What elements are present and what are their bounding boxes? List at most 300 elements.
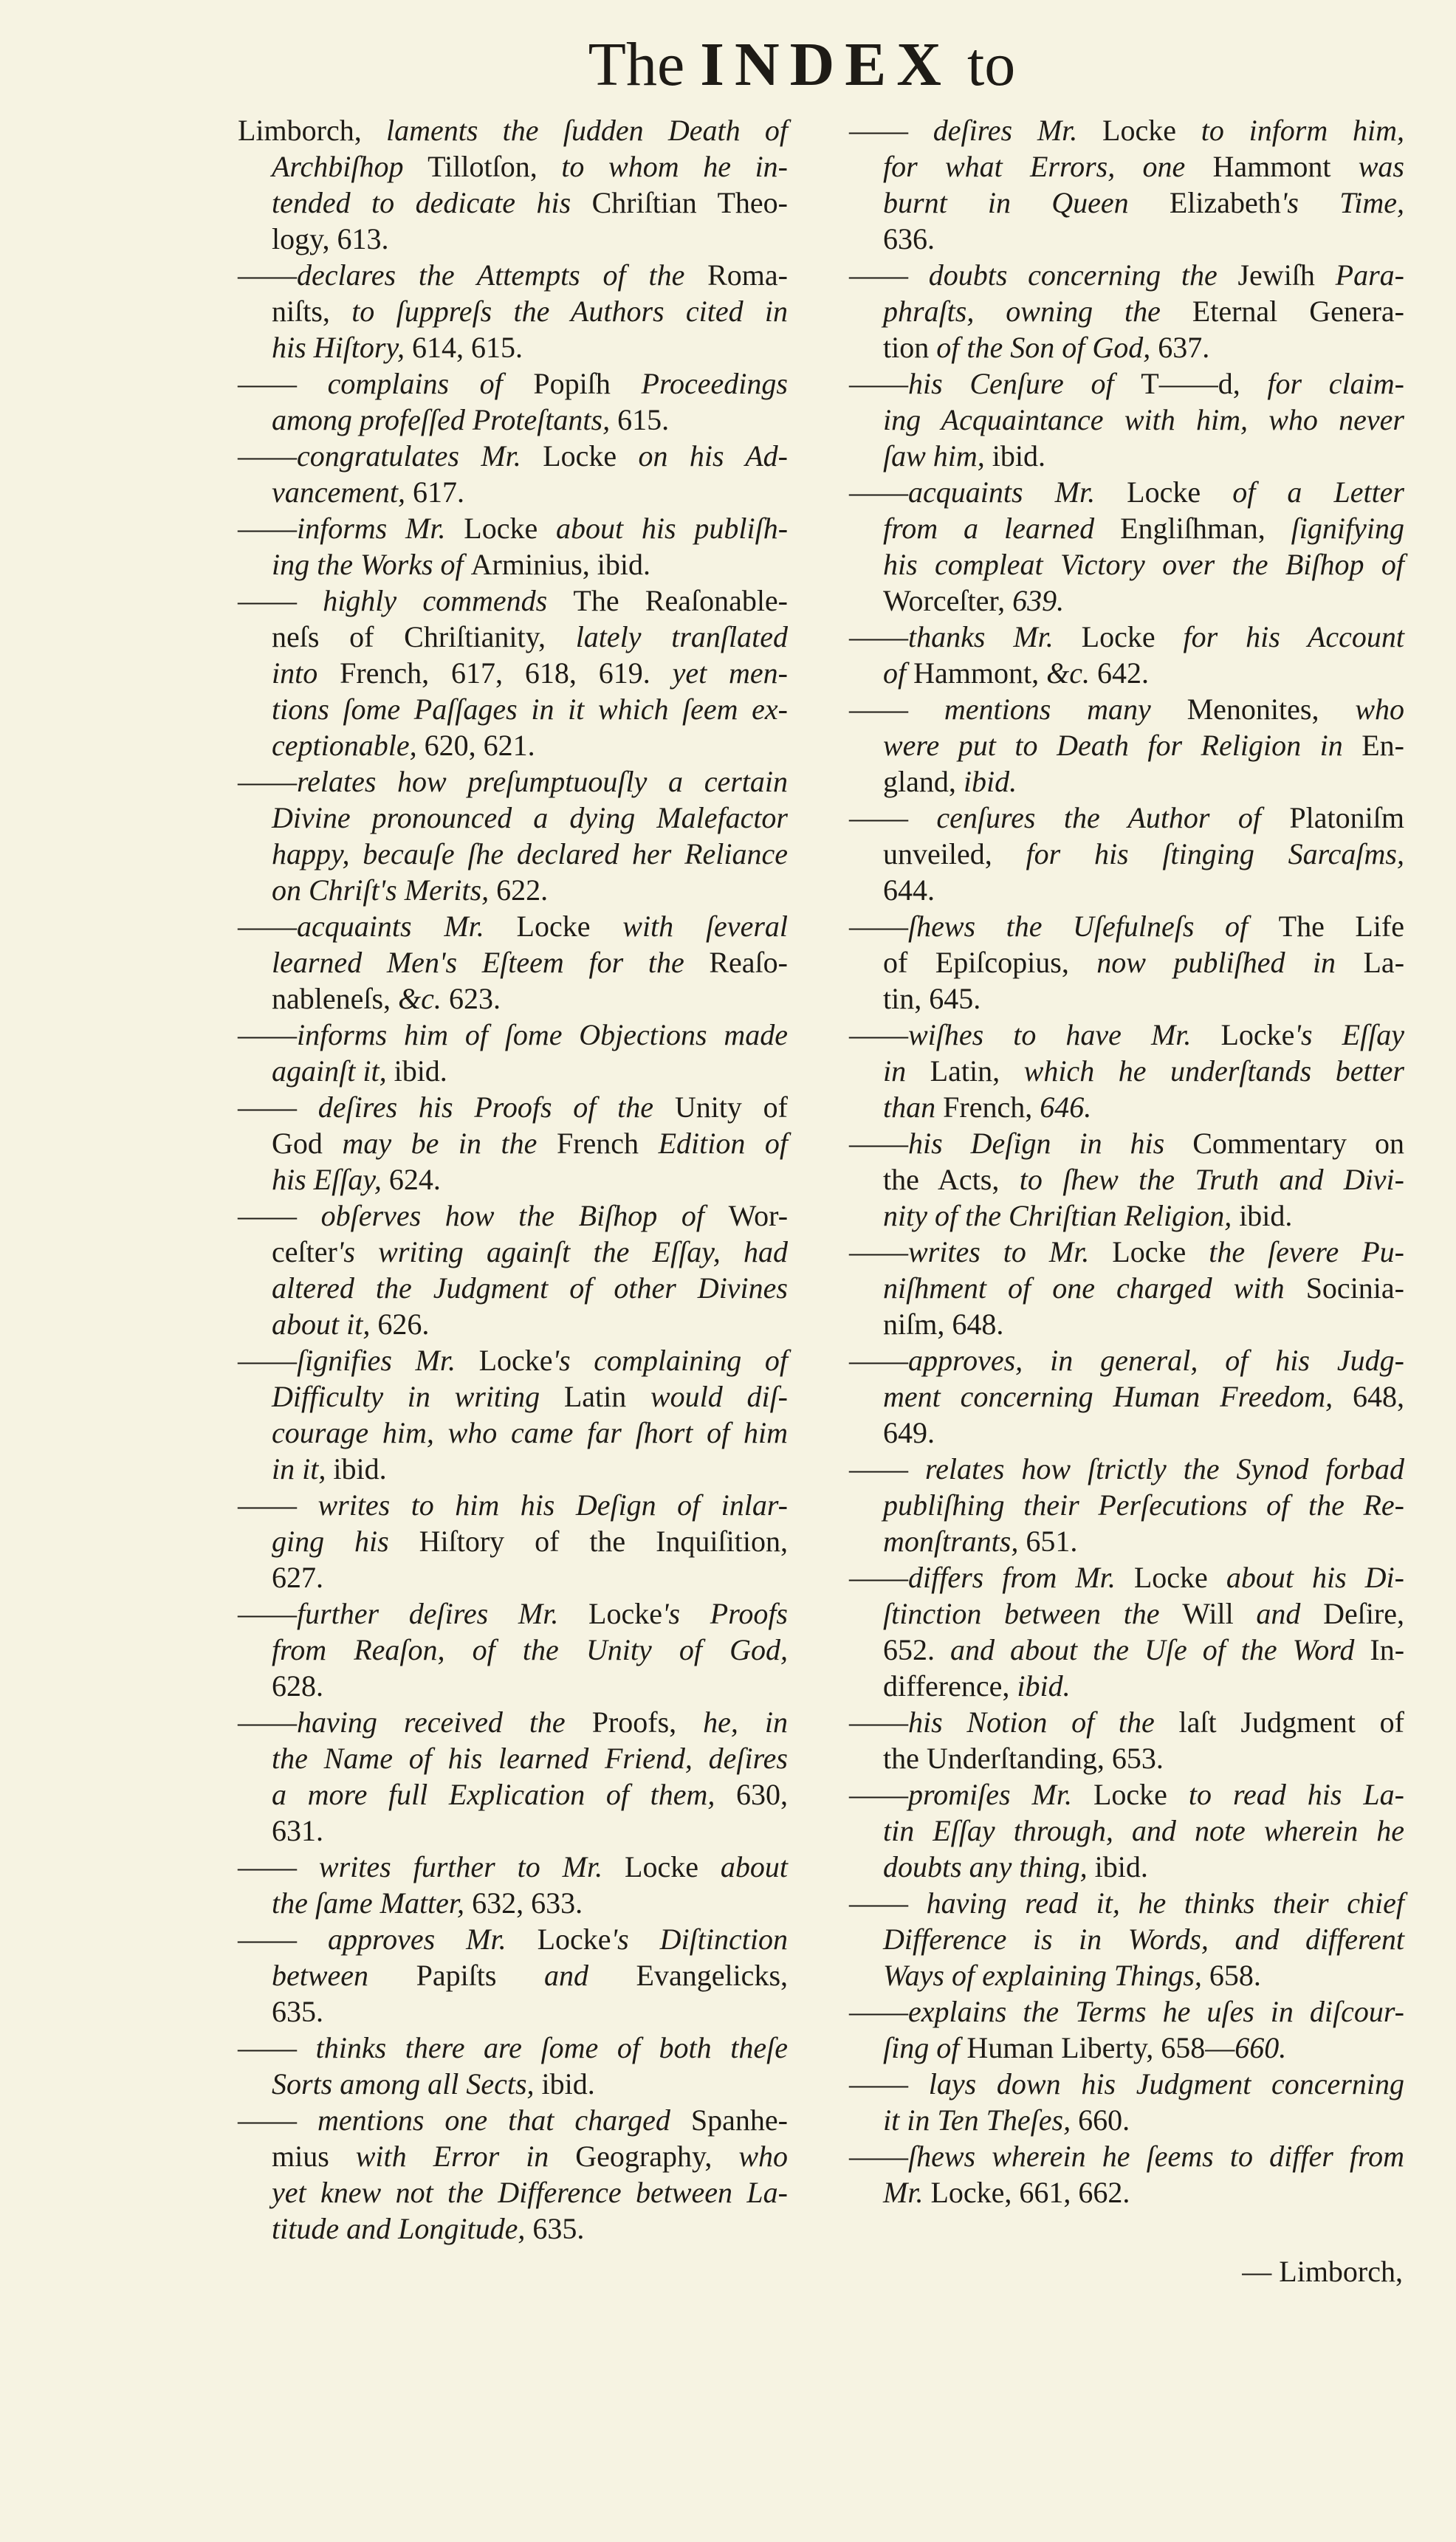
roman-text: 617. [413, 475, 465, 509]
italic-text: his Deſign in his [908, 1127, 1193, 1160]
index-line [849, 1849, 1404, 1885]
roman-text: The Reaſonable- [573, 584, 789, 617]
italic-text: may be in the [342, 1127, 557, 1160]
italic-text: ging his [272, 1525, 419, 1558]
index-line [238, 1813, 788, 1849]
roman-text: 631. [272, 1814, 323, 1847]
italic-text: on his Ad- [638, 439, 788, 473]
roman-text: Limborch, [238, 114, 386, 147]
index-line [238, 980, 788, 1017]
index-line [238, 148, 788, 185]
italic-text: deſires Mr. [933, 114, 1103, 147]
roman-text: Spanhe- [690, 2103, 788, 2137]
italic-text: doubts concerning the [928, 258, 1238, 292]
roman-text: —— [849, 1235, 908, 1268]
index-line [849, 1993, 1404, 2030]
italic-text: tions ſome Paſſages in it which ſeem ex- [272, 693, 788, 726]
index-line [849, 2030, 1404, 2066]
index-line [238, 1306, 788, 1342]
roman-text: Locke [464, 512, 556, 545]
roman-text: —— [849, 1127, 908, 1160]
italic-text: learned Men's Eſteem for the [272, 946, 710, 979]
index-line [238, 1595, 788, 1632]
italic-text: deſires his Proofs of the [317, 1090, 675, 1124]
roman-text: —— [849, 1778, 908, 1811]
roman-text: —— [849, 1995, 908, 2028]
italic-text: differs from Mr. [908, 1561, 1134, 1594]
roman-text: Engliſhman, [1120, 512, 1291, 545]
roman-text: the Underſtanding, 653. [883, 1742, 1164, 1775]
roman-text: —— [849, 801, 937, 834]
italic-text: and [544, 1959, 636, 1992]
italic-text: yet knew not the Difference between La- [272, 2176, 788, 2209]
index-line [849, 438, 1404, 474]
index-line [849, 1415, 1404, 1451]
index-line [849, 546, 1404, 583]
roman-text: Popiſh [533, 367, 642, 400]
roman-text: —— [849, 2140, 908, 2173]
italic-text: ſtinction between the [883, 1597, 1183, 1630]
roman-text: 622. [496, 873, 549, 907]
italic-text: Mr. [883, 2176, 931, 2209]
italic-text: ibid. [1017, 1669, 1071, 1703]
italic-text: approves, in general, of his Judg- [908, 1344, 1404, 1377]
italic-text: acquaints Mr. [297, 910, 517, 943]
italic-text: about it, [272, 1308, 378, 1341]
roman-text: Hammont [1212, 150, 1359, 183]
index-line [849, 1125, 1404, 1161]
italic-text: of a Letter [1232, 475, 1404, 509]
index-line [238, 1378, 788, 1415]
index-line [238, 1523, 788, 1559]
italic-text: tin Eſſay through, and note wherein he [883, 1814, 1404, 1847]
italic-text: Difference is in Words, and different [883, 1923, 1404, 1956]
italic-text: his Eſſay, [272, 1163, 389, 1196]
italic-text: laments the ſudden Death of [385, 114, 788, 147]
roman-text: logy, 613. [272, 222, 389, 255]
italic-text: doubts any thing, [883, 1850, 1095, 1883]
roman-text: French, 617, 618, 619. [340, 656, 673, 690]
index-line [238, 727, 788, 763]
index-line [238, 1270, 788, 1306]
index-line [238, 1559, 788, 1595]
italic-text: Sorts among all Sects, [272, 2067, 542, 2100]
roman-text: 628. [272, 1669, 323, 1703]
roman-text: the Acts, [883, 1163, 1020, 1196]
roman-text: Tillotſon, [427, 150, 562, 183]
italic-text: titude and Longitude, [272, 2212, 533, 2245]
italic-text: declares the Attempts of the [297, 258, 708, 292]
italic-text: lately tranſlated [575, 620, 789, 653]
roman-text: —— [849, 367, 908, 400]
index-line [849, 1740, 1404, 1776]
roman-text: Hammont, [913, 656, 1047, 690]
roman-text: ibid. [333, 1452, 387, 1485]
index-line [238, 2138, 788, 2174]
roman-text: —— [849, 1344, 908, 1377]
roman-text: 632, 633. [472, 1886, 583, 1920]
index-line [849, 1017, 1404, 1053]
index-line [238, 2102, 788, 2138]
roman-text: Latin, [930, 1054, 1024, 1088]
index-line [849, 763, 1404, 800]
roman-text: Deſire, [1323, 1597, 1405, 1630]
italic-text: relates how preſumptuouſly a certain [297, 765, 788, 798]
index-line [849, 1813, 1404, 1849]
roman-text: Reaſo- [709, 946, 788, 979]
roman-text: tin, 645. [883, 982, 981, 1015]
italic-text: happy, becauſe ſhe declared her Reliance [272, 837, 788, 870]
roman-text: —— [849, 2067, 929, 2100]
roman-text: —— [238, 584, 323, 617]
roman-text: 658. [1209, 1959, 1261, 1992]
italic-text: 639. [1012, 584, 1065, 617]
index-line [849, 148, 1404, 185]
index-line [849, 1487, 1404, 1523]
index-line [849, 257, 1404, 293]
roman-text: laſt Judgment of [1178, 1705, 1404, 1739]
roman-text: Locke [516, 910, 623, 943]
index-line [238, 510, 788, 546]
index-line [849, 1451, 1404, 1487]
index-line [849, 329, 1404, 365]
italic-text: mentions many [944, 693, 1187, 726]
index-line [238, 438, 788, 474]
roman-text: difference, [883, 1669, 1017, 1703]
roman-text: —— [849, 1452, 925, 1485]
index-line [238, 2210, 788, 2247]
italic-text: about his publiſh- [556, 512, 789, 545]
index-line [849, 800, 1404, 836]
index-line [849, 1704, 1404, 1740]
italic-text: in [883, 1054, 930, 1088]
index-line [238, 1161, 788, 1198]
italic-text: 's Proofs [662, 1597, 788, 1630]
index-line [849, 1378, 1404, 1415]
italic-text: was [1358, 150, 1404, 183]
italic-text: would diſ- [650, 1380, 788, 1413]
roman-text: —— [238, 1199, 321, 1232]
italic-text: it in Ten Theſes, [883, 2103, 1079, 2137]
italic-text: with Error in [355, 2140, 576, 2173]
index-line [849, 510, 1404, 546]
index-line [238, 1487, 788, 1523]
italic-text: who [738, 2140, 788, 2173]
roman-text: —— [849, 114, 933, 147]
italic-text: to ſhew the Truth and Divi- [1019, 1163, 1404, 1196]
index-line [849, 2066, 1404, 2102]
roman-text: Chriſtian Theo- [591, 186, 788, 219]
index-line [238, 655, 788, 691]
title-the: The [588, 30, 685, 99]
index-line [238, 1740, 788, 1776]
roman-text: 660. [1078, 2103, 1130, 2137]
index-line [849, 1053, 1404, 1089]
italic-text: ſhews wherein he ſeems to differ from [908, 2140, 1404, 2173]
index-line [849, 2174, 1404, 2210]
index-line [849, 1198, 1404, 1234]
roman-text: Socinia- [1305, 1271, 1404, 1305]
italic-text: againſt it, [272, 1054, 394, 1088]
italic-text: ſaw him, [883, 439, 992, 473]
italic-text: a more full Explication of them, [272, 1778, 736, 1811]
roman-text: La- [1363, 946, 1405, 979]
index-line [238, 1632, 788, 1668]
italic-text: ibid. [963, 765, 1017, 798]
roman-text: 635. [272, 1995, 323, 2028]
italic-text: explains the Terms he uſes in diſcour- [908, 1995, 1404, 2028]
index-line [238, 691, 788, 727]
roman-text: 624. [388, 1163, 441, 1196]
index-column-left [238, 112, 788, 2247]
roman-text: Roma- [707, 258, 788, 292]
italic-text: 's Eſſay [1294, 1018, 1404, 1051]
italic-text: publiſhing their Perſecutions of the Re- [883, 1488, 1404, 1522]
index-line [238, 1993, 788, 2030]
index-line [238, 1668, 788, 1704]
italic-text: 660. [1234, 2031, 1287, 2064]
italic-text: further deſires Mr. [297, 1597, 589, 1630]
roman-text: 623. [448, 982, 501, 1015]
index-line [849, 1342, 1404, 1378]
italic-text: phraſts, owning the [883, 295, 1192, 328]
italic-text: with ſeveral [622, 910, 788, 943]
italic-text: about his Di- [1226, 1561, 1404, 1594]
index-line [849, 112, 1404, 148]
index-line [849, 727, 1404, 763]
index-line [238, 1885, 788, 1921]
index-line [849, 2102, 1404, 2138]
roman-text: —— [849, 620, 908, 653]
roman-text: Locke [478, 1344, 553, 1377]
roman-text: 627. [272, 1561, 323, 1594]
roman-text: nableneſs, [272, 982, 399, 1015]
roman-text: —— [238, 1090, 318, 1124]
italic-text: for his ſtinging Sarcaſms, [1026, 837, 1404, 870]
italic-text: he, in [703, 1705, 789, 1739]
roman-text: —— [238, 512, 297, 545]
roman-text: 649. [883, 1416, 935, 1449]
catchword: — Limborch, [1242, 2255, 1403, 2288]
roman-text: niſm, 648. [883, 1308, 1004, 1341]
italic-text: ſignifying [1291, 512, 1404, 545]
italic-text: &c. [1046, 656, 1097, 690]
italic-text: about [720, 1850, 788, 1883]
italic-text: the ſevere Pu- [1209, 1235, 1404, 1268]
roman-text: In- [1370, 1633, 1405, 1666]
italic-text: monſtrants, [883, 1525, 1026, 1558]
index-line [849, 655, 1404, 691]
italic-text: for what Errors, one [883, 150, 1213, 183]
index-line [238, 1957, 788, 1993]
roman-text: 644. [883, 873, 935, 907]
index-line [849, 872, 1404, 908]
italic-text: niſhment of one charged with [883, 1271, 1306, 1305]
index-line [238, 1089, 788, 1125]
index-line [238, 1921, 788, 1957]
italic-text: to whom he in- [561, 150, 788, 183]
index-line [849, 583, 1404, 619]
roman-text: 626. [377, 1308, 430, 1341]
roman-text: 652. [883, 1633, 950, 1666]
roman-text: Commentary on [1192, 1127, 1404, 1160]
roman-text: Menonites, [1187, 693, 1356, 726]
italic-text: tended to dedicate his [272, 186, 592, 219]
italic-text: writes to Mr. [908, 1235, 1113, 1268]
roman-text: Human Liberty, 658— [966, 2031, 1235, 2064]
italic-text: nity of the Chriſtian Religion, [883, 1199, 1240, 1232]
index-line [238, 402, 788, 438]
italic-text: 's writing againſt the Eſſay, had [337, 1235, 788, 1268]
roman-text: Worceſter, [883, 584, 1013, 617]
italic-text: to ſuppreſs the Authors cited in [351, 295, 788, 328]
roman-text: —— [238, 1488, 318, 1522]
index-line [238, 293, 788, 329]
roman-text: —— [238, 367, 328, 400]
index-line [849, 185, 1404, 221]
italic-text: for his Account [1183, 620, 1404, 653]
index-line [238, 1342, 788, 1378]
italic-text: from a learned [883, 512, 1121, 545]
index-line [238, 619, 788, 655]
roman-text: Locke [1093, 1778, 1189, 1811]
roman-text: Locke [1112, 1235, 1209, 1268]
index-line [849, 2138, 1404, 2174]
italic-text: informs Mr. [297, 512, 464, 545]
index-line [238, 185, 788, 221]
index-line [849, 836, 1404, 872]
title-index: INDEX [700, 30, 952, 99]
roman-text: —— [238, 439, 297, 473]
italic-text: Proceedings [641, 367, 788, 400]
index-line [238, 112, 788, 148]
roman-text: Locke [1081, 620, 1184, 653]
index-line [238, 836, 788, 872]
roman-text: —— [238, 2031, 316, 2064]
roman-text: The Life [1278, 910, 1404, 943]
italic-text: of the Son of God, [936, 331, 1158, 364]
italic-text: vancement, [272, 475, 413, 509]
italic-text: between [272, 1959, 416, 1992]
index-line [849, 221, 1404, 257]
italic-text: approves Mr. [328, 1923, 538, 1956]
roman-text: Platoniſm [1289, 801, 1404, 834]
index-line [849, 1270, 1404, 1306]
italic-text: courage him, who came far ſhort of him [272, 1416, 788, 1449]
italic-text: to inform him, [1201, 114, 1404, 147]
index-line [238, 1704, 788, 1740]
index-line [238, 908, 788, 944]
italic-text: wiſhes to have Mr. [908, 1018, 1221, 1051]
roman-text: unveiled, [883, 837, 1026, 870]
roman-text: —— [849, 475, 908, 509]
italic-text: ing the Works of [272, 548, 471, 581]
roman-text: ceſter [272, 1235, 337, 1268]
roman-text: —— [238, 1018, 297, 1051]
roman-text: —— [238, 1344, 297, 1377]
page-title [0, 28, 1456, 102]
roman-text: 648, [1353, 1380, 1404, 1413]
roman-text: —— [238, 1597, 297, 1630]
roman-text: T——d, [1141, 367, 1268, 400]
index-line [849, 1089, 1404, 1125]
index-line [849, 1306, 1404, 1342]
roman-text: —— [849, 1561, 908, 1594]
italic-text: Divine pronounced a dying Malefactor [272, 801, 788, 834]
index-line [849, 1523, 1404, 1559]
italic-text: his Hiſtory, [272, 331, 413, 364]
roman-text: Locke [1220, 1018, 1295, 1051]
italic-text: and [1256, 1597, 1324, 1630]
italic-text: which he underſtands better [1023, 1054, 1404, 1088]
italic-text: the Name of his learned Friend, deſires [272, 1742, 788, 1775]
index-line [238, 2030, 788, 2066]
roman-text: 651. [1026, 1525, 1078, 1558]
roman-text: Locke [588, 1597, 662, 1630]
index-line [238, 257, 788, 293]
index-line [238, 2174, 788, 2210]
italic-text: Para- [1335, 258, 1404, 292]
roman-text: Locke [543, 439, 639, 473]
index-line [849, 1234, 1404, 1270]
index-line [238, 1234, 788, 1270]
italic-text: his compleat Victory over the Biſhop of [883, 548, 1404, 581]
roman-text: 620, 621. [424, 729, 535, 762]
italic-text: burnt in Queen [883, 186, 1170, 219]
italic-text: cenſures the Author of [936, 801, 1290, 834]
italic-text: &c. [398, 982, 449, 1015]
italic-text: mentions one that charged [317, 2103, 691, 2137]
italic-text: than [883, 1090, 944, 1124]
index-line [238, 474, 788, 510]
roman-text: Evangelicks, [636, 1959, 789, 1992]
italic-text: his Cenſure of [908, 367, 1141, 400]
index-line [849, 1776, 1404, 1813]
italic-text: informs him of ſome Objections made [297, 1018, 788, 1051]
roman-text: —— [849, 1018, 908, 1051]
italic-text: yet men- [672, 656, 788, 690]
index-line [849, 1559, 1404, 1595]
italic-text: into [272, 656, 340, 690]
roman-text: Locke, 661, 662. [930, 2176, 1130, 2209]
roman-text: —— [849, 1705, 908, 1739]
italic-text: lays down his Judgment concerning [928, 2067, 1404, 2100]
roman-text: neſs of Chriſtianity, [272, 620, 576, 653]
roman-text: Latin [563, 1380, 650, 1413]
index-line [849, 1921, 1404, 1957]
italic-text: his Notion of the [908, 1705, 1179, 1739]
roman-text: French, [943, 1090, 1040, 1124]
italic-text: who [1355, 693, 1405, 726]
italic-text: Edition of [658, 1127, 789, 1160]
roman-text: Locke [1102, 114, 1201, 147]
roman-text: tion [883, 331, 937, 364]
italic-text: highly commends [323, 584, 574, 617]
italic-text: altered the Judgment of other Divines [272, 1271, 788, 1305]
italic-text: of [883, 656, 914, 690]
roman-text: ibid. [541, 2067, 595, 2100]
italic-text: now publiſhed in [1096, 946, 1364, 979]
italic-text: ceptionable, [272, 729, 425, 762]
italic-text: writes to him his Deſign of inlar- [317, 1488, 788, 1522]
index-line [238, 546, 788, 583]
index-line [238, 800, 788, 836]
roman-text: —— [849, 1886, 927, 1920]
italic-text: on Chriſt's Merits, [272, 873, 497, 907]
roman-text: Locke [625, 1850, 721, 1883]
index-line [849, 908, 1404, 944]
italic-text: the ſame Matter, [272, 1886, 473, 1920]
